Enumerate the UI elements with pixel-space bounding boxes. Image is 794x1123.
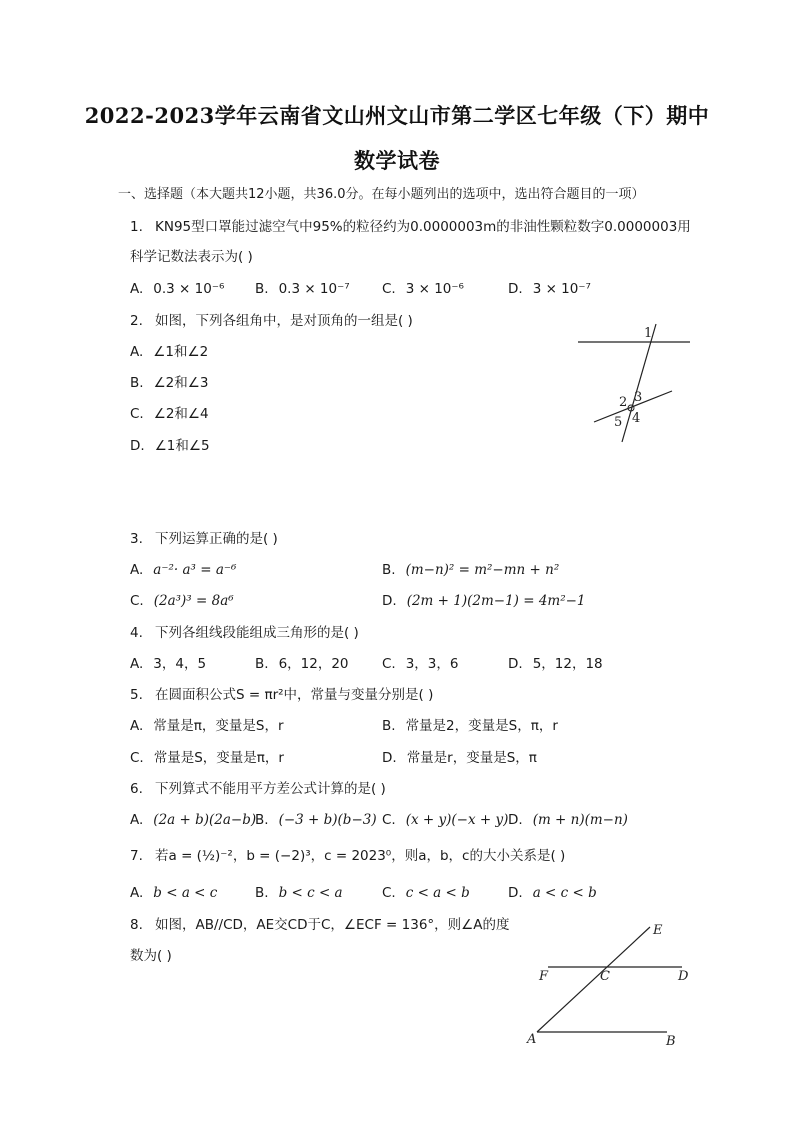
option-a: A. b < a < c [130,885,218,901]
option-c: C. (2a³)³ = 8a⁶ [130,593,234,609]
question-number: 1. [130,219,143,235]
question-stem: 如图，下列各组角中，是对顶角的一组是( ) [155,313,413,329]
option-c: C. 3，3，6 [382,656,459,672]
point-label-c: C [600,969,610,984]
question-stem: 在圆面积公式S = πr²中，常量与变量分别是( ) [155,687,434,703]
option-b: B. 6，12，20 [255,656,349,672]
point-label-e: E [653,923,663,938]
option-d: D. ∠1和∠5 [130,438,210,454]
option-b: B. ∠2和∠3 [130,375,209,391]
question-number: 8. [130,917,143,933]
option-c: C. ∠2和∠4 [130,406,209,422]
point-label-b: B [666,1034,676,1049]
question-stem: 下列算式不能用平方差公式计算的是( ) [155,781,386,797]
question-stem: 若a = (½)⁻²，b = (−2)³，c = 2023⁰，则a，b，c的大小关系是( ) [155,848,566,864]
point-label-a: A [527,1032,537,1047]
option-a: A. 3，4，5 [130,656,207,672]
option-d: D. 常量是r，变量是S，π [382,750,537,766]
option-a: A. a⁻²· a³ = a⁻⁶ [130,562,237,578]
option-c: C. 常量是S，变量是π，r [130,750,284,766]
question-stem: 下列运算正确的是( ) [155,531,278,547]
option-d: D. (2m + 1)(2m−1) = 4m²−1 [382,593,586,609]
question-stem: KN95型口罩能过滤空气中95%的粒径约为0.0000003m的非油性颗粒数字0.0000003用 [155,219,691,235]
question-number: 6. [130,781,143,797]
angle-label-3: 3 [634,390,643,405]
question-number: 3. [130,531,143,547]
angle-label-5: 5 [614,415,623,430]
point-label-d: D [678,969,689,984]
question-number: 7. [130,848,143,864]
option-b: B. 常量是2，变量是S，π，r [382,718,558,734]
question-number: 2. [130,313,143,329]
question-stem: 下列各组线段能组成三角形的是( ) [155,625,359,641]
option-d: D. (m + n)(m−n) [508,812,628,828]
option-d: D. 5，12，18 [508,656,603,672]
option-c: C. (x + y)(−x + y) [382,812,509,828]
option-b: B. 0.3 × 10⁻⁷ [255,281,350,297]
exam-title-line1: 2022-2023学年云南省文山州文山市第二学区七年级（下）期中 [84,103,710,128]
parallel-lines-figure [520,915,700,1050]
line-ae [537,927,650,1032]
option-b: B. (m−n)² = m²−mn + n² [382,562,560,578]
point-label-f: F [539,969,549,984]
question-stem: 如图，AB//CD，AE交CD于C，∠ECF = 136°，则∠A的度 [155,917,510,933]
question-stem-cont: 数为( ) [130,948,172,964]
option-b: B. b < c < a [255,885,343,901]
angle-label-4: 4 [632,411,641,426]
angle-label-2: 2 [619,395,628,410]
section-heading: 一、选择题（本大题共12小题，共36.0分。在每小题列出的选项中，选出符合题目的一项） [118,187,645,202]
option-a: A. (2a + b)(2a−b) [130,812,257,828]
option-c: C. 3 × 10⁻⁶ [382,281,464,297]
question-stem-cont: 科学记数法表示为( ) [130,249,253,265]
angles-figure [570,322,700,450]
question-number: 5. [130,687,143,703]
angle-label-1: 1 [644,326,653,341]
option-d: D. 3 × 10⁻⁷ [508,281,591,297]
option-a: A. 常量是π，变量是S，r [130,718,284,734]
question-number: 4. [130,625,143,641]
option-d: D. a < c < b [508,885,597,901]
option-a: A. 0.3 × 10⁻⁶ [130,281,225,297]
exam-title-line2: 数学试卷 [354,148,440,173]
option-c: C. c < a < b [382,885,470,901]
option-b: B. (−3 + b)(b−3) [255,812,377,828]
option-a: A. ∠1和∠2 [130,344,209,360]
